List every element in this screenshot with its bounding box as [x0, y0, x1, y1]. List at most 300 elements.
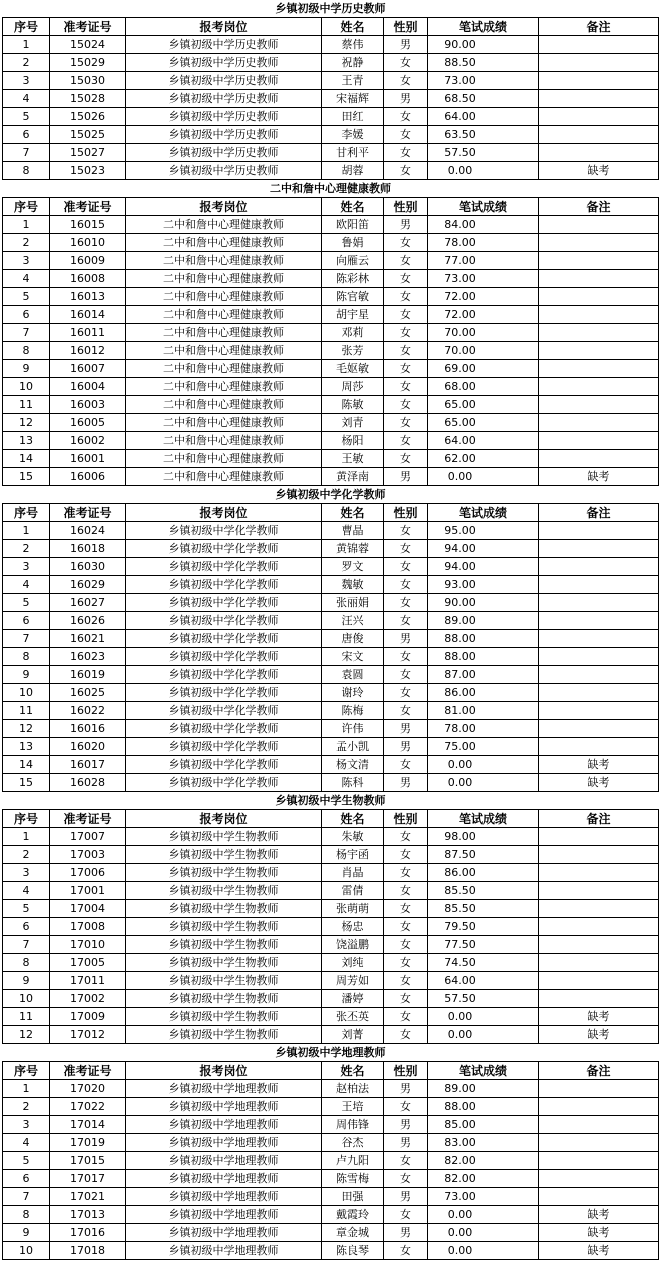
name-cell: 谷杰: [322, 1134, 384, 1152]
gender-cell: 男: [384, 720, 428, 738]
remark-cell: [539, 684, 659, 702]
column-header: 报考岗位: [126, 18, 322, 36]
exam-id-cell: 16004: [50, 378, 126, 396]
remark-cell: [539, 594, 659, 612]
column-header: 准考证号: [50, 504, 126, 522]
exam-id-cell: 17022: [50, 1098, 126, 1116]
column-header: 报考岗位: [126, 810, 322, 828]
remark-cell: [539, 936, 659, 954]
position-cell: 乡镇初级中学地理教师: [126, 1152, 322, 1170]
position-cell: 乡镇初级中学化学教师: [126, 774, 322, 792]
position-cell: 乡镇初级中学地理教师: [126, 1242, 322, 1260]
name-cell: 陈良琴: [322, 1242, 384, 1260]
remark-cell: [539, 648, 659, 666]
gender-cell: 女: [384, 900, 428, 918]
table-row: [3, 270, 659, 288]
score-cell: 79.50: [428, 918, 539, 936]
table-row: [3, 414, 659, 432]
position-cell: 乡镇初级中学地理教师: [126, 1134, 322, 1152]
table-row: [3, 612, 659, 630]
score-cell: 85.00: [428, 1116, 539, 1134]
table-row: [3, 684, 659, 702]
name-cell: 许伟: [322, 720, 384, 738]
score-cell: 75.00: [428, 738, 539, 756]
gender-cell: 女: [384, 990, 428, 1008]
exam-id-cell: 17019: [50, 1134, 126, 1152]
seq-cell: 6: [3, 306, 50, 324]
name-cell: 罗文: [322, 558, 384, 576]
position-cell: 乡镇初级中学生物教师: [126, 954, 322, 972]
remark-cell: [539, 1188, 659, 1206]
name-cell: 陈彩林: [322, 270, 384, 288]
position-cell: 乡镇初级中学生物教师: [126, 900, 322, 918]
results-table: [2, 0, 659, 1260]
score-cell: 77.00: [428, 252, 539, 270]
table-row: [3, 576, 659, 594]
score-cell: 77.50: [428, 936, 539, 954]
exam-id-cell: 17002: [50, 990, 126, 1008]
position-cell: 乡镇初级中学历史教师: [126, 72, 322, 90]
remark-cell: [539, 54, 659, 72]
remark-cell: [539, 432, 659, 450]
seq-cell: 6: [3, 126, 50, 144]
gender-cell: 男: [384, 1080, 428, 1098]
exam-id-cell: 17018: [50, 1242, 126, 1260]
table-row: [3, 522, 659, 540]
name-cell: 王敏: [322, 450, 384, 468]
remark-cell: [539, 900, 659, 918]
position-cell: 乡镇初级中学生物教师: [126, 846, 322, 864]
table-row: [3, 756, 659, 774]
section-title: 乡镇初级中学历史教师: [3, 0, 659, 18]
gender-cell: 男: [384, 90, 428, 108]
exam-id-cell: 17008: [50, 918, 126, 936]
seq-cell: 3: [3, 1116, 50, 1134]
gender-cell: 女: [384, 612, 428, 630]
remark-cell: [539, 1098, 659, 1116]
column-header: 序号: [3, 504, 50, 522]
gender-cell: 女: [384, 252, 428, 270]
score-cell: 88.00: [428, 648, 539, 666]
seq-cell: 14: [3, 756, 50, 774]
remark-cell: 缺考: [539, 468, 659, 486]
name-cell: 陈官敏: [322, 288, 384, 306]
exam-id-cell: 17006: [50, 864, 126, 882]
gender-cell: 男: [384, 774, 428, 792]
gender-cell: 男: [384, 630, 428, 648]
gender-cell: 女: [384, 432, 428, 450]
position-cell: 乡镇初级中学生物教师: [126, 972, 322, 990]
name-cell: 饶溢鹏: [322, 936, 384, 954]
results-sheet: [2, 0, 658, 1260]
gender-cell: 男: [384, 1134, 428, 1152]
table-row: [3, 36, 659, 54]
remark-cell: [539, 414, 659, 432]
exam-id-cell: 17021: [50, 1188, 126, 1206]
gender-cell: 女: [384, 234, 428, 252]
gender-cell: 女: [384, 1008, 428, 1026]
exam-id-cell: 17014: [50, 1116, 126, 1134]
remark-cell: [539, 144, 659, 162]
score-cell: 0.00: [428, 1026, 539, 1044]
section-title-row: [3, 486, 659, 504]
column-header: 性别: [384, 18, 428, 36]
name-cell: 杨文清: [322, 756, 384, 774]
table-row: [3, 1152, 659, 1170]
remark-cell: [539, 522, 659, 540]
table-row: [3, 594, 659, 612]
gender-cell: 女: [384, 450, 428, 468]
gender-cell: 女: [384, 126, 428, 144]
position-cell: 乡镇初级中学化学教师: [126, 522, 322, 540]
exam-id-cell: 16019: [50, 666, 126, 684]
gender-cell: 女: [384, 936, 428, 954]
name-cell: 杨阳: [322, 432, 384, 450]
name-cell: 陈雪梅: [322, 1170, 384, 1188]
name-cell: 甘利平: [322, 144, 384, 162]
score-cell: 72.00: [428, 288, 539, 306]
gender-cell: 女: [384, 522, 428, 540]
column-header: 序号: [3, 1062, 50, 1080]
name-cell: 祝静: [322, 54, 384, 72]
score-cell: 83.00: [428, 1134, 539, 1152]
score-cell: 82.00: [428, 1170, 539, 1188]
seq-cell: 10: [3, 684, 50, 702]
gender-cell: 男: [384, 738, 428, 756]
seq-cell: 2: [3, 846, 50, 864]
remark-cell: [539, 396, 659, 414]
gender-cell: 女: [384, 162, 428, 180]
seq-cell: 12: [3, 720, 50, 738]
column-header: 姓名: [322, 504, 384, 522]
position-cell: 乡镇初级中学生物教师: [126, 1026, 322, 1044]
position-cell: 乡镇初级中学化学教师: [126, 684, 322, 702]
remark-cell: [539, 360, 659, 378]
score-cell: 0.00: [428, 1242, 539, 1260]
position-cell: 乡镇初级中学化学教师: [126, 720, 322, 738]
score-cell: 85.50: [428, 882, 539, 900]
seq-cell: 9: [3, 1224, 50, 1242]
exam-id-cell: 16023: [50, 648, 126, 666]
seq-cell: 7: [3, 936, 50, 954]
gender-cell: 女: [384, 324, 428, 342]
seq-cell: 12: [3, 1026, 50, 1044]
section-title: 乡镇初级中学生物教师: [3, 792, 659, 810]
seq-cell: 13: [3, 432, 50, 450]
position-cell: 乡镇初级中学化学教师: [126, 666, 322, 684]
gender-cell: 女: [384, 378, 428, 396]
exam-id-cell: 16026: [50, 612, 126, 630]
score-cell: 0.00: [428, 468, 539, 486]
seq-cell: 2: [3, 540, 50, 558]
column-header: 报考岗位: [126, 504, 322, 522]
gender-cell: 女: [384, 144, 428, 162]
table-row: [3, 1080, 659, 1098]
remark-cell: [539, 702, 659, 720]
position-cell: 乡镇初级中学历史教师: [126, 90, 322, 108]
exam-id-cell: 17009: [50, 1008, 126, 1026]
position-cell: 乡镇初级中学化学教师: [126, 576, 322, 594]
exam-id-cell: 16006: [50, 468, 126, 486]
score-cell: 73.00: [428, 72, 539, 90]
name-cell: 黄锦蓉: [322, 540, 384, 558]
column-header: 性别: [384, 504, 428, 522]
position-cell: 二中和詹中心理健康教师: [126, 360, 322, 378]
score-cell: 68.50: [428, 90, 539, 108]
position-cell: 二中和詹中心理健康教师: [126, 432, 322, 450]
position-cell: 乡镇初级中学化学教师: [126, 630, 322, 648]
position-cell: 乡镇初级中学历史教师: [126, 108, 322, 126]
column-header: 姓名: [322, 1062, 384, 1080]
position-cell: 乡镇初级中学生物教师: [126, 990, 322, 1008]
name-cell: 周莎: [322, 378, 384, 396]
table-row: [3, 918, 659, 936]
position-cell: 二中和詹中心理健康教师: [126, 378, 322, 396]
seq-cell: 7: [3, 144, 50, 162]
position-cell: 二中和詹中心理健康教师: [126, 414, 322, 432]
table-row: [3, 882, 659, 900]
seq-cell: 4: [3, 90, 50, 108]
name-cell: 谢玲: [322, 684, 384, 702]
exam-id-cell: 16021: [50, 630, 126, 648]
exam-id-cell: 17016: [50, 1224, 126, 1242]
score-cell: 62.00: [428, 450, 539, 468]
table-row: [3, 378, 659, 396]
column-header: 姓名: [322, 810, 384, 828]
name-cell: 邓莉: [322, 324, 384, 342]
name-cell: 刘菁: [322, 1026, 384, 1044]
exam-id-cell: 17015: [50, 1152, 126, 1170]
name-cell: 张丕英: [322, 1008, 384, 1026]
gender-cell: 女: [384, 846, 428, 864]
seq-cell: 10: [3, 378, 50, 396]
table-row: [3, 666, 659, 684]
table-row: [3, 396, 659, 414]
column-header: 备注: [539, 18, 659, 36]
score-cell: 90.00: [428, 594, 539, 612]
score-cell: 98.00: [428, 828, 539, 846]
exam-id-cell: 16028: [50, 774, 126, 792]
position-cell: 二中和詹中心理健康教师: [126, 216, 322, 234]
results-table-body: [3, 0, 659, 1260]
position-cell: 乡镇初级中学生物教师: [126, 1008, 322, 1026]
column-header: 准考证号: [50, 810, 126, 828]
seq-cell: 1: [3, 216, 50, 234]
column-header: 备注: [539, 1062, 659, 1080]
score-cell: 72.00: [428, 306, 539, 324]
position-cell: 二中和詹中心理健康教师: [126, 252, 322, 270]
column-header: 笔试成绩: [428, 18, 539, 36]
remark-cell: 缺考: [539, 1224, 659, 1242]
gender-cell: 女: [384, 72, 428, 90]
remark-cell: [539, 558, 659, 576]
table-row: [3, 1170, 659, 1188]
seq-cell: 11: [3, 702, 50, 720]
seq-cell: 9: [3, 972, 50, 990]
position-cell: 乡镇初级中学生物教师: [126, 918, 322, 936]
remark-cell: [539, 612, 659, 630]
column-header: 备注: [539, 810, 659, 828]
gender-cell: 女: [384, 1170, 428, 1188]
name-cell: 欧阳笛: [322, 216, 384, 234]
exam-id-cell: 16007: [50, 360, 126, 378]
score-cell: 63.50: [428, 126, 539, 144]
name-cell: 刘青: [322, 414, 384, 432]
gender-cell: 女: [384, 864, 428, 882]
exam-id-cell: 17005: [50, 954, 126, 972]
seq-cell: 5: [3, 594, 50, 612]
column-header: 笔试成绩: [428, 504, 539, 522]
seq-cell: 1: [3, 828, 50, 846]
exam-id-cell: 17004: [50, 900, 126, 918]
remark-cell: [539, 972, 659, 990]
seq-cell: 6: [3, 918, 50, 936]
table-row: [3, 1206, 659, 1224]
column-header: 姓名: [322, 198, 384, 216]
score-cell: 88.00: [428, 1098, 539, 1116]
exam-id-cell: 16002: [50, 432, 126, 450]
header-row: [3, 18, 659, 36]
gender-cell: 女: [384, 594, 428, 612]
gender-cell: 男: [384, 36, 428, 54]
header-row: [3, 504, 659, 522]
seq-cell: 11: [3, 1008, 50, 1026]
seq-cell: 4: [3, 882, 50, 900]
gender-cell: 女: [384, 540, 428, 558]
remark-cell: [539, 306, 659, 324]
exam-id-cell: 15030: [50, 72, 126, 90]
remark-cell: [539, 738, 659, 756]
name-cell: 陈科: [322, 774, 384, 792]
gender-cell: 男: [384, 468, 428, 486]
name-cell: 张丽娟: [322, 594, 384, 612]
gender-cell: 女: [384, 342, 428, 360]
gender-cell: 女: [384, 270, 428, 288]
table-row: [3, 990, 659, 1008]
seq-cell: 5: [3, 1152, 50, 1170]
seq-cell: 4: [3, 576, 50, 594]
name-cell: 朱敏: [322, 828, 384, 846]
exam-id-cell: 16010: [50, 234, 126, 252]
remark-cell: 缺考: [539, 774, 659, 792]
header-row: [3, 198, 659, 216]
gender-cell: 女: [384, 54, 428, 72]
name-cell: 孟小凯: [322, 738, 384, 756]
seq-cell: 4: [3, 1134, 50, 1152]
header-row: [3, 810, 659, 828]
position-cell: 乡镇初级中学地理教师: [126, 1188, 322, 1206]
remark-cell: [539, 216, 659, 234]
column-header: 序号: [3, 810, 50, 828]
name-cell: 胡宇星: [322, 306, 384, 324]
seq-cell: 7: [3, 324, 50, 342]
column-header: 报考岗位: [126, 198, 322, 216]
score-cell: 94.00: [428, 558, 539, 576]
seq-cell: 13: [3, 738, 50, 756]
table-row: [3, 540, 659, 558]
exam-id-cell: 17003: [50, 846, 126, 864]
seq-cell: 3: [3, 864, 50, 882]
remark-cell: [539, 990, 659, 1008]
remark-cell: [539, 378, 659, 396]
seq-cell: 14: [3, 450, 50, 468]
gender-cell: 女: [384, 828, 428, 846]
remark-cell: 缺考: [539, 756, 659, 774]
remark-cell: 缺考: [539, 1242, 659, 1260]
score-cell: 65.00: [428, 396, 539, 414]
remark-cell: [539, 846, 659, 864]
table-row: [3, 954, 659, 972]
seq-cell: 15: [3, 774, 50, 792]
column-header: 姓名: [322, 18, 384, 36]
gender-cell: 男: [384, 1224, 428, 1242]
remark-cell: [539, 666, 659, 684]
table-row: [3, 774, 659, 792]
seq-cell: 8: [3, 342, 50, 360]
position-cell: 乡镇初级中学化学教师: [126, 558, 322, 576]
position-cell: 二中和詹中心理健康教师: [126, 342, 322, 360]
seq-cell: 11: [3, 396, 50, 414]
table-row: [3, 162, 659, 180]
section-title-row: [3, 180, 659, 198]
exam-id-cell: 15026: [50, 108, 126, 126]
exam-id-cell: 16024: [50, 522, 126, 540]
gender-cell: 女: [384, 756, 428, 774]
column-header: 性别: [384, 198, 428, 216]
position-cell: 乡镇初级中学历史教师: [126, 54, 322, 72]
gender-cell: 女: [384, 666, 428, 684]
table-row: [3, 720, 659, 738]
name-cell: 李媛: [322, 126, 384, 144]
remark-cell: 缺考: [539, 1206, 659, 1224]
table-row: [3, 54, 659, 72]
seq-cell: 2: [3, 1098, 50, 1116]
column-header: 备注: [539, 504, 659, 522]
score-cell: 81.00: [428, 702, 539, 720]
position-cell: 乡镇初级中学化学教师: [126, 540, 322, 558]
remark-cell: [539, 108, 659, 126]
table-row: [3, 972, 659, 990]
position-cell: 二中和詹中心理健康教师: [126, 234, 322, 252]
table-row: [3, 1134, 659, 1152]
table-row: [3, 306, 659, 324]
exam-id-cell: 15027: [50, 144, 126, 162]
name-cell: 汪兴: [322, 612, 384, 630]
gender-cell: 女: [384, 918, 428, 936]
position-cell: 乡镇初级中学化学教师: [126, 738, 322, 756]
gender-cell: 女: [384, 1152, 428, 1170]
position-cell: 乡镇初级中学地理教师: [126, 1206, 322, 1224]
score-cell: 64.00: [428, 432, 539, 450]
table-row: [3, 864, 659, 882]
score-cell: 82.00: [428, 1152, 539, 1170]
exam-id-cell: 16009: [50, 252, 126, 270]
score-cell: 89.00: [428, 612, 539, 630]
position-cell: 二中和詹中心理健康教师: [126, 450, 322, 468]
score-cell: 74.50: [428, 954, 539, 972]
seq-cell: 9: [3, 360, 50, 378]
remark-cell: 缺考: [539, 162, 659, 180]
name-cell: 鲁娟: [322, 234, 384, 252]
seq-cell: 5: [3, 288, 50, 306]
remark-cell: [539, 540, 659, 558]
seq-cell: 1: [3, 1080, 50, 1098]
exam-id-cell: 16008: [50, 270, 126, 288]
table-row: [3, 702, 659, 720]
name-cell: 周伟锋: [322, 1116, 384, 1134]
table-row: [3, 738, 659, 756]
position-cell: 乡镇初级中学历史教师: [126, 162, 322, 180]
